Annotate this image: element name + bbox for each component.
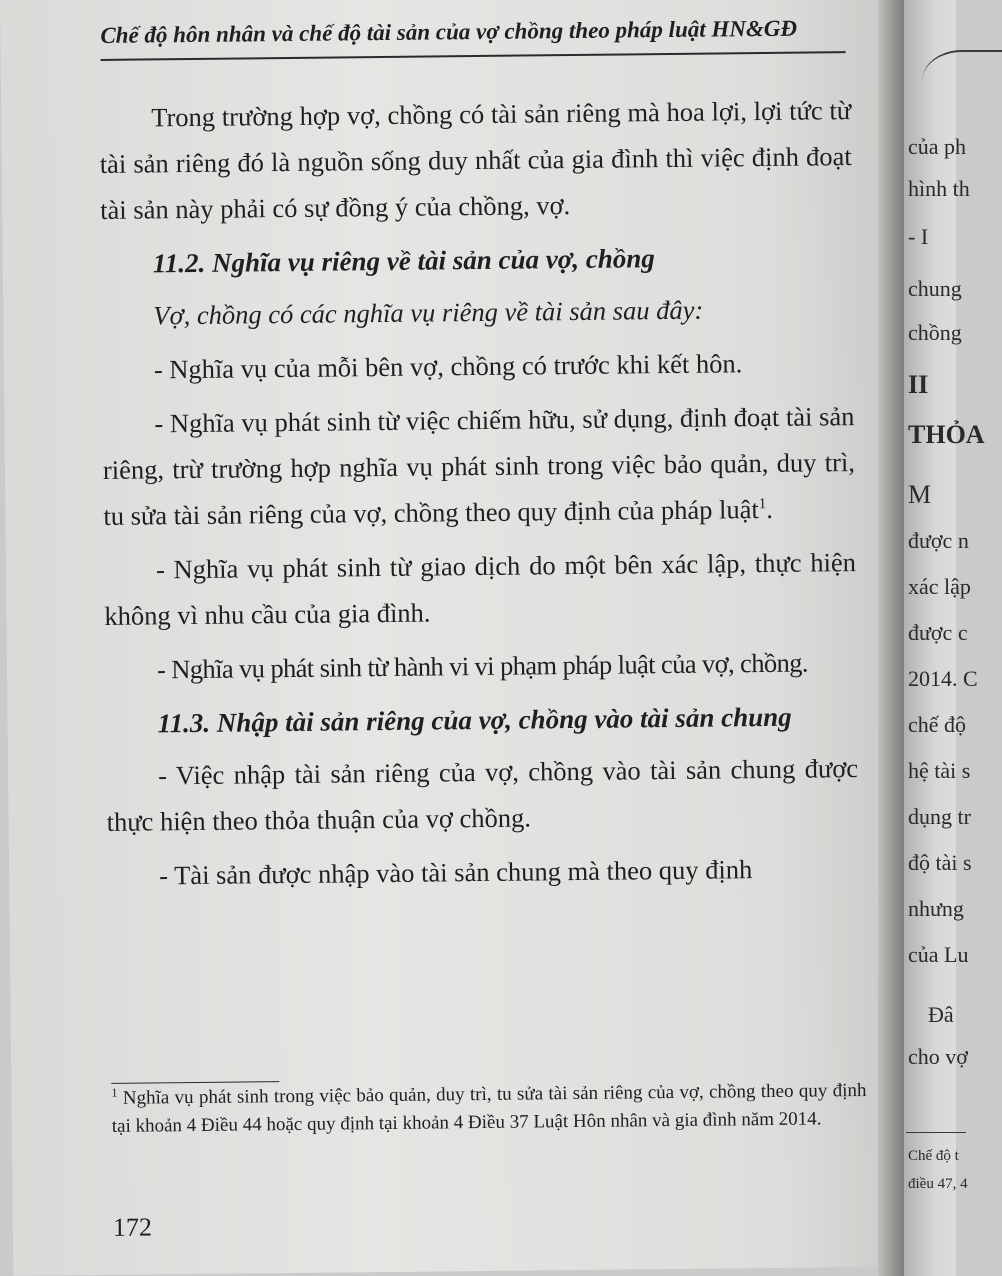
next-page-fragment: được c <box>908 620 968 645</box>
list-item-end: . <box>766 493 774 525</box>
next-page-fragment: dụng tr <box>908 804 971 829</box>
page-number: 172 <box>112 1212 153 1242</box>
footnote-ref: 1 <box>758 496 767 513</box>
paragraph: Trong trường hợp vợ, chồng có tài sản riêng mà hoa lợi, lợi tức từ tài sản riêng đó là nguồn sống duy nhất của gia đình thì việc định đoạt tài sản này phải có sự đồng ý của chồng, vợ. <box>99 95 852 225</box>
next-page-fragment: của ph <box>908 134 967 159</box>
next-page-fragment: Đâ <box>928 1002 954 1027</box>
next-page-fragment: xác lập <box>908 574 971 599</box>
next-page-fragment: hệ tài s <box>908 758 971 783</box>
next-page-fragment: chế độ <box>908 712 967 737</box>
footnote-marker: 1 <box>111 1085 118 1100</box>
next-page-fragment: được n <box>908 528 969 553</box>
list-item: - Việc nhập tài sản riêng của vợ, chồng vào tài sản chung được thực hiện theo thỏa thuận của vợ chồng. <box>106 753 859 837</box>
running-header: Chế độ hôn nhân và chế độ tài sản của vợ chồng theo pháp luật HN&GĐ <box>100 15 845 61</box>
section-heading: 11.2. Nghĩa vụ riêng về tài sản của vợ, chồng <box>152 243 655 279</box>
next-page-fragment: điều 47, 4 <box>908 1176 968 1192</box>
next-page-fragment: 2014. C <box>908 666 978 691</box>
list-item: - Nghĩa vụ phát sinh từ giao dịch do một bên xác lập, thực hiện không vì nhu cầu của gia đình. <box>104 547 857 631</box>
next-page-fragment: chồng <box>908 320 962 345</box>
next-page-fragment: độ tài s <box>908 850 972 875</box>
footnote-text: Nghĩa vụ phát sinh trong việc bảo quản, duy trì, tu sửa tài sản riêng của vợ, chồng theo quy định tại khoản 4 Điều 44 hoặc quy định tại khoản 4 Điều 37 Luật Hôn nhân và gia đình năm 2014. <box>111 1079 867 1137</box>
next-page-fragment: M <box>908 480 932 509</box>
section-heading: 11.3. Nhập tài sản riêng của vợ, chồng vào tài sản chung <box>157 701 792 739</box>
next-page-fragment: - I <box>908 224 929 249</box>
body-text <box>99 87 859 907</box>
next-page-footnote-divider <box>906 1132 966 1133</box>
list-item-text: - Nghĩa vụ phát sinh từ việc chiếm hữu, sử dụng, định đoạt tài sản riêng, trừ trường hợp nghĩa vụ phát sinh trong việc bảo quản, duy trì, tu sửa tài sản riêng của vợ, chồng theo quy định của pháp luật <box>102 401 856 531</box>
next-page-fragment: cho vợ <box>908 1044 968 1069</box>
next-page-fragment: hình th <box>908 176 970 201</box>
list-item <box>102 393 855 539</box>
next-page-fragment: chung <box>908 276 962 301</box>
next-page-edge <box>904 0 985 1276</box>
next-page-fragment: THỎA <box>908 420 985 449</box>
list-item: - Tài sản được nhập vào tài sản chung mà theo quy định <box>159 854 753 891</box>
next-page-fragment: của Lu <box>908 942 969 967</box>
footnote <box>111 1077 867 1141</box>
next-page-fragment: II <box>908 370 929 399</box>
next-page-fragment: nhưng <box>908 896 964 921</box>
list-item: - Nghĩa vụ của mỗi bên vợ, chồng có trước khi kết hôn. <box>153 348 743 385</box>
next-page-fragment: Chế độ t <box>908 1148 959 1164</box>
header-curve <box>922 50 1002 112</box>
paragraph: Vợ, chồng có các nghĩa vụ riêng về tài sản sau đây: <box>153 294 704 331</box>
list-item: - Nghĩa vụ phát sinh từ hành vi vi phạm pháp luật của vợ, chồng. <box>156 647 809 685</box>
